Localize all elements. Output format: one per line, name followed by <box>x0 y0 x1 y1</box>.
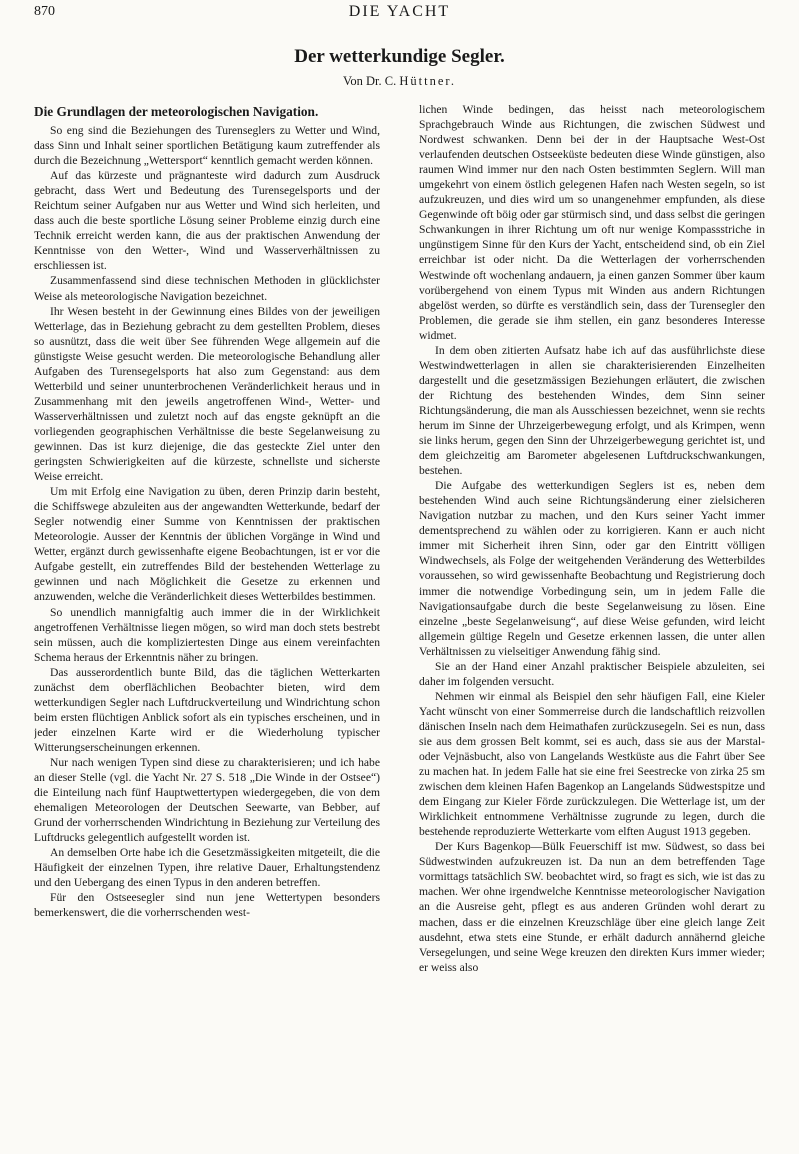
article-title: Der wetterkundige Segler. <box>294 46 505 67</box>
page-number: 870 <box>34 4 55 19</box>
paragraph: Der Kurs Bagenkop—Bülk Feuerschiff ist mw. Südwest, so dass bei Südwestwinden aufzukreuzen ist. Da nun an dem betreffenden Tage vormittags tatsächlich SW. beobachtet wird, so fragt es sich, wie ist das zu machen. Wer ohne irgendwelche Kenntnisse meteorologischer Navigation an die Ausreise geht, pflegt es aus anderen Gründen wohl derart zu machen, dass er die einzelnen Kreuzschläge über eine gleich lange Zeit ausdehnt, etwa stets eine Stunde, er erhält dadurch annähernd gleiche Versegelungen, und seine Wege kreuzen den direkten Kurs immer wieder; er weiss also <box>419 840 765 974</box>
left-column <box>34 104 380 1144</box>
paragraph: Um mit Erfolg eine Navigation zu üben, deren Prinzip darin besteht, die Schiffswege abzuleiten aus der angewandten Wetterkunde, bedarf der Segler notwendig einer Summe von Kenntnissen der praktischen Meteorologie. Ausser der Kenntnis der üblichen Vorgänge in Wind und Wetter, ergänzt durch gewissenhafte eigene Beobachtungen, ist er vor die Aufgabe gestellt, ein zutreffendes Bild der bestehenden Wetterlage zu gewinnen und nach Möglichkeit die Gesetze zu erkennen und anzuwenden, welche die Veränderlichkeit dieses Wetterbildes bestimmen. <box>34 485 380 604</box>
byline <box>0 74 799 89</box>
paragraph: Ihr Wesen besteht in der Gewinnung eines Bildes von der jeweiligen Wetterlage, das in Beziehung gebracht zu dem gestellten Problem, dieses so ausnützt, dass die weit über See führenden Wege allgemein auf die günstigste Weise gesucht werden. Die meteorologische Behandlung aller Aufgaben des Turensegelsports hat also zum Gegenstand: aus dem Wetterbild und seiner ununterbrochenen Veränderlichkeit heraus und in Zusammenhang mit den jeweils angetroffenen Wind-, Wetter- und Wasserverhältnissen und zuletzt noch auf das engste geknüpft an die vorliegenden geographischen Verhältnisse die beste Segelanweisung zu gewinnen. Das ist kurz diejenige, die das gesteckte Ziel unter den geringsten Schwierigkeiten auf die kürzeste, schnellste und sicherste Weise erreicht. <box>34 304 380 484</box>
paragraph: lichen Winde bedingen, das heisst nach meteorologischem Sprachgebrauch Winde aus Richtungen, die zwischen Südwest und Nordwest schwanken. Denn bei der in der Hauptsache West-Ost verlaufenden deutschen Ostseeküste bedeuten diese Winde günstigen, also raumen Wind immer nur den nach Osten bestimmten Seglern. Will man umgekehrt von einem östlich gelegenen Hafen nach Westen segeln, so ist aufzukreuzen, und dies wird um so unangenehmer empfunden, als diese Gegenwinde oft böig oder gar stürmisch sind, und dass selbst die geringen Schwankungen in ihrer Richtung um oft nur wenige Kompassstriche in ungünstigem Sinne für den Kurs der Yacht, entscheidend sind, ob ein Ziel erreichbar ist oder nicht. Da die Wetterlagen der vorherrschenden Westwinde oft wochenlang andauern, ja einen ganzen Sommer über kaum vorübergehend von einem Typus mit Winden aus andern Richtungen abgelöst werden, so dürfte es verständlich sein, dass der Turensegler den Problemen, die gerade sie ihm stellen, ein ganz besonderes Interesse widmet. <box>419 103 765 342</box>
paragraph: Sie an der Hand einer Anzahl praktischer Beispiele abzuleiten, sei daher im folgenden versucht. <box>419 659 765 688</box>
byline-prefix: Von Dr. C. <box>342 74 397 88</box>
byline-author: Hüttner. <box>399 74 456 88</box>
section-heading: Die Grundlagen der meteorologischen Navigation. <box>34 104 319 119</box>
paragraph: Das ausserordentlich bunte Bild, das die täglichen Wetterkarten zunächst dem oberflächlichen Beobachter bieten, wird dem wetterkundigen Segler nach Luftdruckverteilung und Windrichtung schon beim ersten flüchtigen Anblick sofort als ein typisches erscheinen, und in jeder einzelnen Karte wird er die Wiederholung typischer Witterungserscheinungen erkennen. <box>34 665 380 754</box>
running-head: DIE YACHT <box>348 3 451 20</box>
paragraph: An demselben Orte habe ich die Gesetzmässigkeiten mitgeteilt, die die Häufigkeit der einzelnen Typen, ihre relative Dauer, Erhaltungstendenz und den Uebergang des einen Typus in den anderen betreffen. <box>34 846 380 890</box>
paragraph: So unendlich mannigfaltig auch immer die in der Wirklichkeit angetroffenen Verhältnisse liegen mögen, so wird man doch stets bestrebt sein müssen, auch die kompliziertesten Dinge aus einem vereinfachten Schema heraus der Erkenntnis näher zu bringen. <box>34 605 380 664</box>
paragraph: Für den Ostseesegler sind nun jene Wettertypen besonders bemerkenswert, die die vorherrschenden west- <box>34 891 380 920</box>
right-column <box>419 102 765 1142</box>
paragraph: Auf das kürzeste und prägnanteste wird dadurch zum Ausdruck gebracht, dass Wert und Bedeutung des Turensegelsports und der Reichtum seiner Aufgaben nur aus Wetter und Wind sich herleiten, und dass auch die beste sportliche Lösung seiner Probleme einzig durch eine Technik erreicht werden kann, die aus der praktischen Anwendung der Kenntnisse von den Wetter-, Wind und Wasserverhältnissen zu erschliessen ist. <box>34 169 380 273</box>
paragraph: Nur nach wenigen Typen sind diese zu charakterisieren; und ich habe an dieser Stelle (vgl. die Yacht Nr. 27 S. 518 „Die Winde in der Ostsee“) die Einteilung nach fünf Hauptwettertypen wiedergegeben, die von dem ehemaligen Meteorologen der Deutschen Seewarte, van Bebber, auf Grund der vorherrschenden Windrichtung in Beziehung zur Verteilung des Luftdrucks gelegentlich aufgestellt worden ist. <box>34 755 380 845</box>
paragraph: Nehmen wir einmal als Beispiel den sehr häufigen Fall, eine Kieler Yacht wünscht von einer Sommerreise durch die landschaftlich reizvollen dänischen Inseln nach dem Heimathafen zurückzusegeln. Sei es nun, dass sie aus dem grossen Belt kommt, sei es auch, dass sie aus der Marstal- oder Vejnäsbucht, also von Langelands Westküste aus die Fahrt über See zu machen hat. In jedem Falle hat sie eine frei Seestrecke von zirka 25 sm zwischen dem kleinen Hafen Bagenkop an Langelands Südwestspitze und dem Eingang zur Kieler Förde zurückzulegen. Die Wetterlage ist, um der Wirklichkeit entnommene Verhältnisse zugrunde zu legen, durch die bestehende reproduzierte Wetterkarte vom elften August 1913 gegeben. <box>419 689 765 839</box>
paragraph: Die Aufgabe des wetterkundigen Seglers ist es, neben dem bestehenden Wind auch seine Richtungsänderung einer zielsicheren Navigation nutzbar zu machen, und den Kurs seiner Yacht immer dementsprechend zu wählen oder zu korrigieren. Kann er auch nicht immer mit Sicherheit ihren Sinn, oder gar den Eintritt völligen Windwechsels, als Folge der weitgehenden Veränderung des Wetterbildes voraussehen, so wird gewissenhafte Beobachtung und Registrierung doch immer die notwendige Vorbedingung sein, um in jedem Falle die Navigationsaufgabe durch die beste Segelanweisung zu lösen. Eine einzelne „beste Segelanweisung“, auf diese Weise gefunden, wird leicht allgemein gültige Regeln und Gesetze erkennen lassen, die unter allen Verhältnissen zu vielseitiger Anwendung fähig sind. <box>419 479 765 658</box>
paragraph: So eng sind die Beziehungen des Turenseglers zu Wetter und Wind, dass Sinn und Inhalt seiner sportlichen Betätigung kaum zutreffender als durch die Bezeichnung „Wettersport“ kenntlich gemacht werden können. <box>34 124 380 168</box>
paragraph: In dem oben zitierten Aufsatz habe ich auf das ausführlichste diese Westwindwetterlagen in allen sie charakterisierenden Einzelheiten dargestellt und die gesetzmässigen Beziehungen erläutert, die zwischen der Richtung des bestehenden Windes, dem Sinn seiner Richtungsänderung, die man als Ausschiessen bezeichnet, wenn sie rechts herum im Sinne der Uhrzeigerbewegung erfolgt, und als Krimpen, wenn sie links herum, gegen den Sinn der Uhrzeigerbewegung gerichtet ist, und dem gleichzeitig am Barometer abgelesenen Luftdruckschwankungen, bestehen. <box>419 343 765 478</box>
paragraph: Zusammenfassend sind diese technischen Methoden in glücklichster Weise als meteorologische Navigation bezeichnet. <box>34 274 380 303</box>
